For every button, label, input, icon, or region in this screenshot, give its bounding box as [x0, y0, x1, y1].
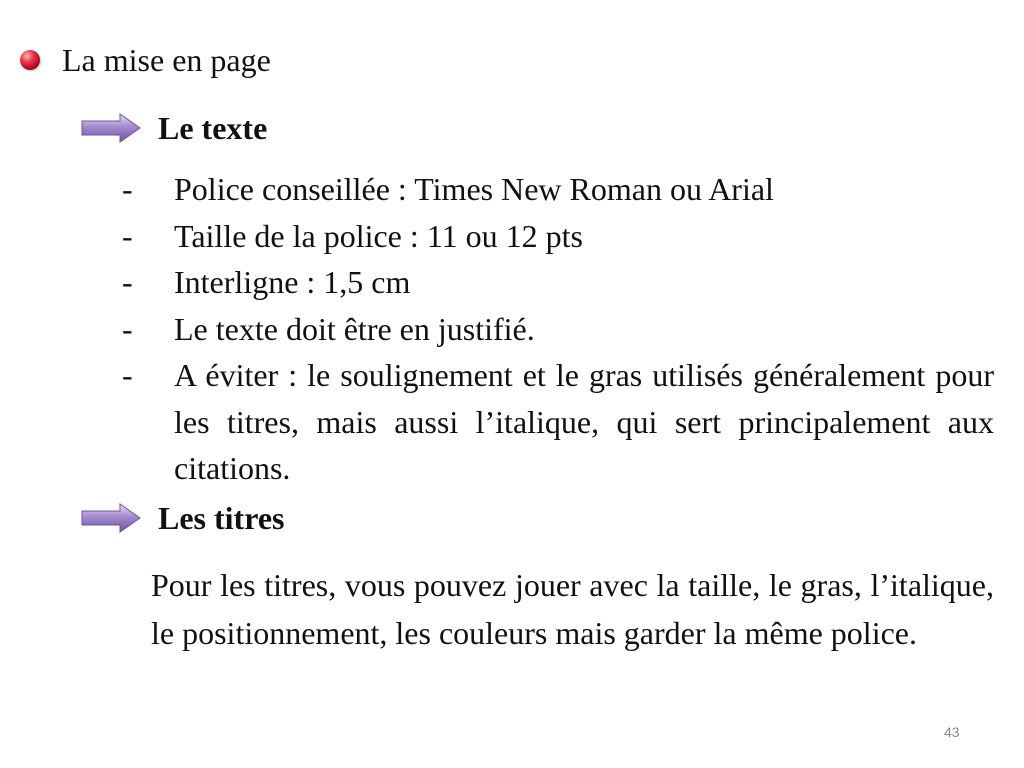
list-item-text: Le texte doit être en justifié.: [174, 310, 535, 347]
red-sphere-bullet-icon: [20, 50, 40, 70]
list-dash: -: [122, 310, 133, 347]
main-heading: La mise en page: [62, 42, 271, 78]
list-item: [118, 259, 994, 306]
section-title: Le texte: [158, 110, 268, 146]
list-item: [118, 352, 994, 492]
main-heading-row: [20, 40, 271, 80]
page-number: 43: [944, 724, 960, 740]
list-item: [118, 306, 994, 353]
purple-arrow-icon: [80, 111, 142, 145]
list-dash: -: [122, 264, 133, 300]
section-header-le-texte: [80, 108, 267, 148]
section-header-les-titres: [80, 498, 284, 538]
list-item-text: Interligne : 1,5 cm: [174, 264, 411, 300]
list-item: [118, 213, 994, 260]
list-dash: -: [122, 171, 133, 207]
purple-arrow-icon: [80, 501, 142, 535]
list-item-text: Police conseillée : Times New Roman ou Arial: [174, 171, 774, 207]
list-item-text: A éviter : le soulignement et le gras utilisés généralement pour les titres, mais aussi l’italique, qui sert principalement aux citations.: [174, 357, 994, 486]
list-dash: -: [122, 217, 133, 254]
section-title: Les titres: [158, 500, 285, 536]
list-item-text: Taille de la police : 11 ou 12 pts: [174, 217, 583, 254]
list-item: [118, 166, 994, 213]
titles-paragraph: Pour les titres, vous pouvez jouer avec la taille, le gras, l’italique, le positionnement, les couleurs mais garder la même police.: [151, 567, 994, 651]
text-guidelines-list: [118, 166, 994, 492]
list-dash: -: [122, 357, 133, 393]
